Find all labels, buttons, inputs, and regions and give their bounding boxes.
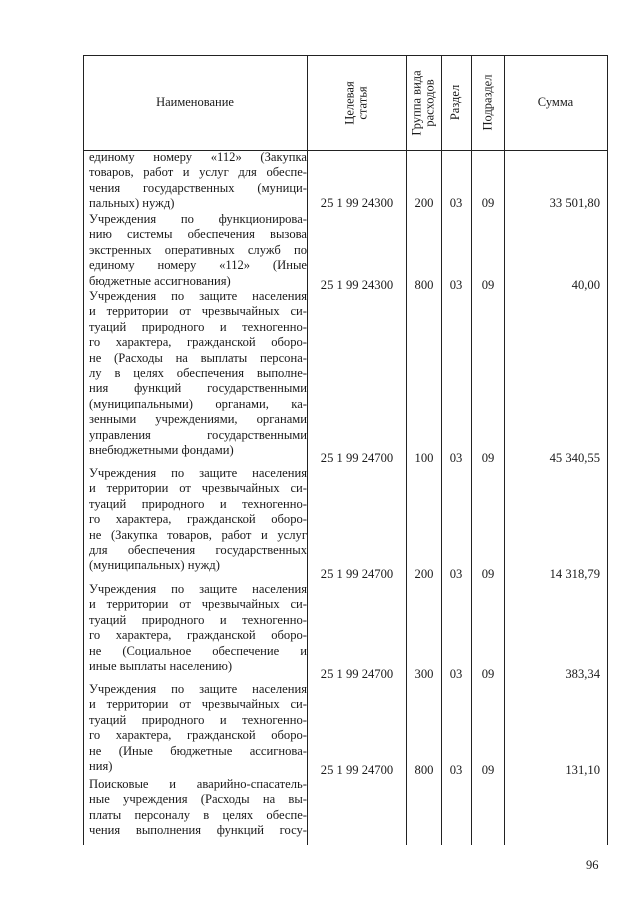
header-target-cell xyxy=(307,55,406,150)
table-row-name: Учреждения по защите населения и территории от чрезвычайных си- туаций природного и техногенно- го характера, гражданской оборо- не (Социальное обеспечение и иные выплаты населению) xyxy=(89,582,307,674)
sum-value: 40,00 xyxy=(571,278,600,292)
table-border-right xyxy=(607,55,608,845)
column-divider xyxy=(504,55,505,845)
target-code: 25 1 99 24300 xyxy=(320,278,394,292)
header-name: Наименование xyxy=(156,95,234,109)
header-name-cell xyxy=(83,55,307,150)
header-target: Целевая статья xyxy=(342,80,370,125)
section-code: 03 xyxy=(449,196,463,210)
section-code: 03 xyxy=(449,567,463,581)
table-row-name: Поисковые и аварийно-спасатель- ные учреждения (Расходы на вы- платы персоналу в целях обеспе- чения выполнения функций госу- xyxy=(89,777,307,838)
table-row-name: Учреждения по функционирова- нию системы обеспечения вызова экстренных оперативных служб по единому номеру «112» (Иные бюджетные ассигнования) xyxy=(89,212,307,288)
subsection-code: 09 xyxy=(481,667,495,681)
header-section-cell xyxy=(441,55,471,150)
subsection-code: 09 xyxy=(481,196,495,210)
column-divider xyxy=(307,55,308,845)
subsection-code: 09 xyxy=(481,278,495,292)
column-divider xyxy=(406,55,407,845)
sum-value: 131,10 xyxy=(565,763,600,777)
column-divider xyxy=(441,55,442,845)
sum-value: 45 340,55 xyxy=(549,451,600,465)
section-code: 03 xyxy=(449,667,463,681)
target-code: 25 1 99 24700 xyxy=(320,763,394,777)
column-divider xyxy=(471,55,472,845)
budget-table xyxy=(83,55,608,845)
header-group-cell xyxy=(406,55,441,150)
expense-group: 800 xyxy=(414,763,434,777)
subsection-code: 09 xyxy=(481,763,495,777)
sum-value: 33 501,80 xyxy=(549,196,600,210)
page-number: 96 xyxy=(586,858,599,872)
header-sum: Сумма xyxy=(537,95,574,109)
header-subsection-cell xyxy=(471,55,504,150)
section-code: 03 xyxy=(449,451,463,465)
subsection-code: 09 xyxy=(481,451,495,465)
header-group: Группа вида расходов xyxy=(409,69,437,136)
expense-group: 100 xyxy=(414,451,434,465)
expense-group: 300 xyxy=(414,667,434,681)
target-code: 25 1 99 24700 xyxy=(320,451,394,465)
target-code: 25 1 99 24300 xyxy=(320,196,394,210)
section-code: 03 xyxy=(449,278,463,292)
expense-group: 800 xyxy=(414,278,434,292)
subsection-code: 09 xyxy=(481,567,495,581)
header-section: Раздел xyxy=(448,84,463,121)
table-row-name: единому номеру «112» (Закупка товаров, работ и услуг для обеспе- чения государственных (муници- пальных) нужд) xyxy=(89,150,307,211)
table-row-name: Учреждения по защите населения и территории от чрезвычайных си- туаций природного и техногенно- го характера, гражданской оборо- не (Иные бюджетные ассигнова- ния) xyxy=(89,682,307,774)
section-code: 03 xyxy=(449,763,463,777)
header-subsection: Подраздел xyxy=(480,74,494,131)
table-border-left xyxy=(83,55,84,845)
expense-group: 200 xyxy=(414,196,434,210)
expense-group: 200 xyxy=(414,567,434,581)
header-sum-cell xyxy=(504,55,607,150)
target-code: 25 1 99 24700 xyxy=(320,567,394,581)
target-code: 25 1 99 24700 xyxy=(320,667,394,681)
table-row-name: Учреждения по защите населения и территории от чрезвычайных си- туаций природного и техногенно- го характера, гражданской оборо- не (Закупка товаров, работ и услуг для обеспечения государственных (муниципальных) нужд) xyxy=(89,466,307,573)
table-row-name: Учреждения по защите населения и территории от чрезвычайных си- туаций природного и техногенно- го характера, гражданской оборо- не (Расходы на выплаты персона- лу в целях обеспечения выполне- ния функций государственными (муниципальными) органами, ка- зенными учреждениями, органами управления государственными внебюджетными фондами) xyxy=(89,289,307,458)
sum-value: 383,34 xyxy=(565,667,600,681)
sum-value: 14 318,79 xyxy=(549,567,600,581)
